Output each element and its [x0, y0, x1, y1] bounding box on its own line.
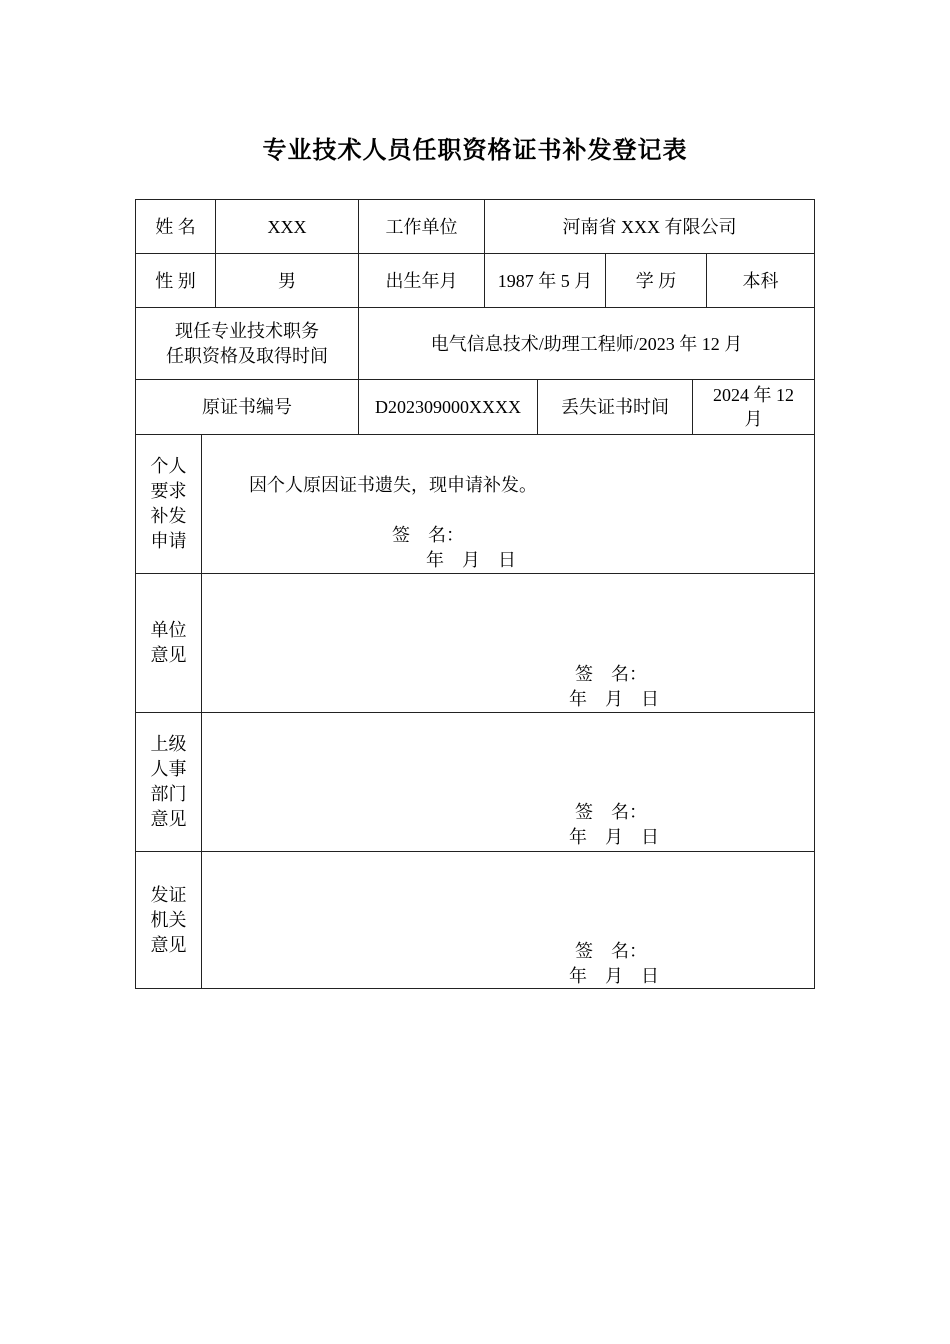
gender-value: 男 [215, 253, 359, 308]
lost-time-value-line2: 月 [744, 409, 763, 429]
qualification-label-line1: 现任专业技术职务 [175, 320, 319, 341]
unit-opinion-label-line: 意见 [150, 645, 187, 665]
issuer-opinion-label-line: 发证 [150, 884, 187, 905]
hr-opinion-label-line: 人事 [150, 759, 187, 779]
qualification-value: 电气信息技术/助理工程师/2023 年 12 月 [358, 307, 815, 380]
hr-opinion-label-line: 部门 [150, 784, 187, 804]
name-label: 姓 名 [135, 199, 216, 254]
unit-opinion-content [201, 573, 815, 713]
unit-opinion-date: 年 月 日 [569, 689, 659, 709]
qualification-label-line2: 任职资格及取得时间 [166, 345, 328, 366]
certificate-number-value: D202309000XXXX [358, 379, 538, 435]
gender-label: 性 别 [135, 253, 216, 308]
name-value: XXX [215, 199, 359, 254]
education-label: 学 历 [605, 253, 707, 308]
personal-request-label-line: 要求 [150, 481, 187, 501]
issuer-opinion-date: 年 月 日 [569, 966, 659, 986]
hr-opinion-label-line: 意见 [150, 809, 187, 829]
personal-request-label [135, 434, 202, 574]
education-value: 本科 [706, 253, 815, 308]
birth-date-label: 出生年月 [358, 253, 485, 308]
lost-time-label: 丢失证书时间 [537, 379, 693, 435]
personal-request-label-line: 补发 [150, 506, 187, 526]
unit-opinion-label [135, 573, 202, 713]
work-unit-value: 河南省 XXX 有限公司 [484, 199, 815, 254]
birth-date-value: 1987 年 5 月 [484, 253, 606, 308]
qualification-label [135, 307, 359, 380]
certificate-number-label: 原证书编号 [135, 379, 359, 435]
unit-opinion-label-line: 单位 [150, 620, 187, 640]
personal-request-signature: 签 名： [392, 525, 464, 545]
personal-request-text: 因个人原因证书遗失，现申请补发。 [249, 475, 537, 495]
hr-opinion-label [135, 712, 202, 852]
work-unit-label: 工作单位 [358, 199, 485, 254]
lost-time-value-line1: 2024 年 12 [713, 385, 794, 405]
hr-opinion-label-line: 上级 [150, 734, 187, 754]
issuer-opinion-signature: 签 名： [575, 941, 647, 961]
personal-request-label-line: 个人 [150, 456, 187, 476]
issuer-opinion-label-line: 机关 [150, 909, 187, 930]
hr-opinion-content [201, 712, 815, 852]
lost-time-value [692, 379, 815, 435]
form-title: 专业技术人员任职资格证书补发登记表 [262, 136, 688, 164]
registration-form [135, 199, 815, 989]
hr-opinion-signature: 签 名： [575, 802, 647, 822]
personal-request-date: 年 月 日 [426, 550, 516, 570]
issuer-opinion-content [201, 851, 815, 989]
issuer-opinion-label-line: 意见 [150, 934, 187, 955]
hr-opinion-date: 年 月 日 [569, 827, 659, 847]
issuer-opinion-label [135, 851, 202, 989]
personal-request-label-line: 申请 [150, 531, 187, 551]
unit-opinion-signature: 签 名： [575, 664, 647, 684]
